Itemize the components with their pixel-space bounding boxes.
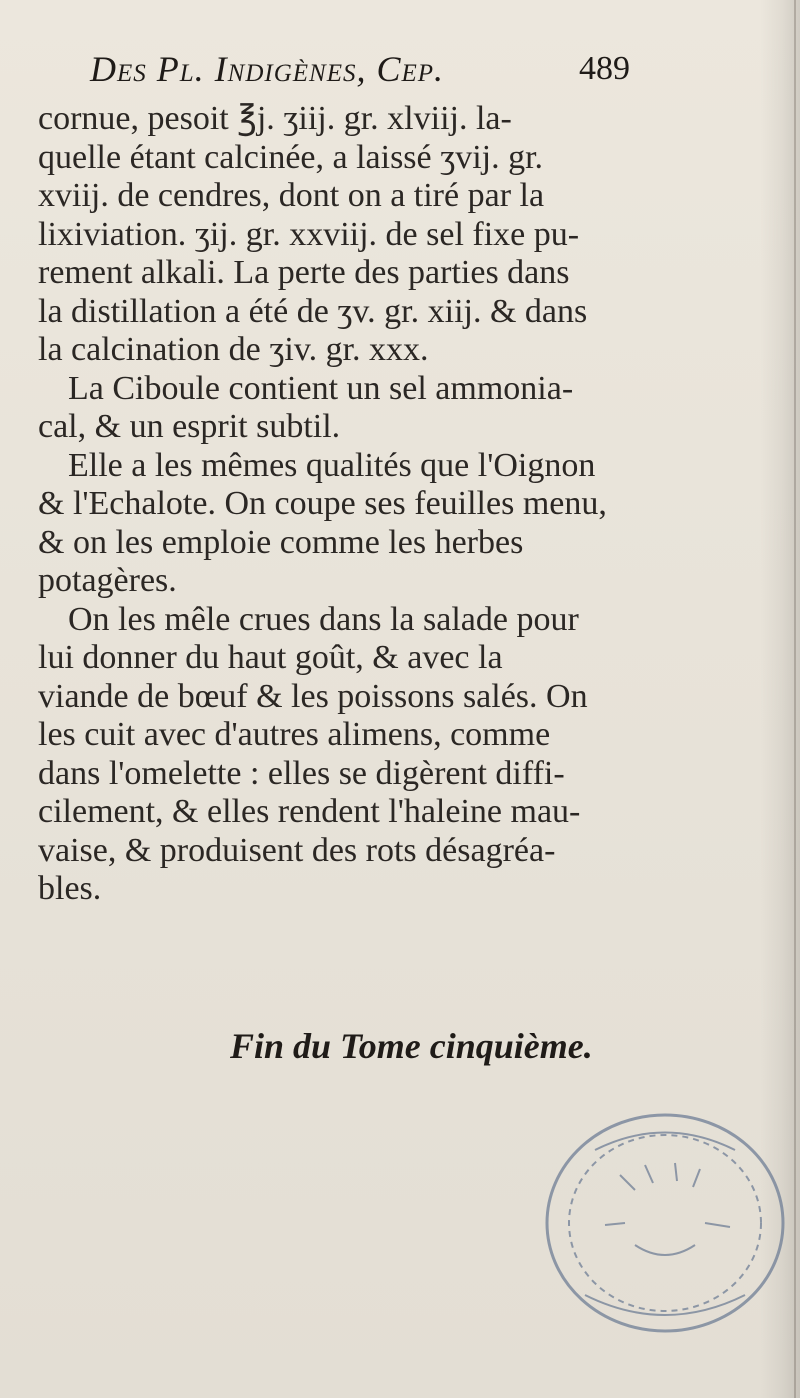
page-number: 489 [579, 50, 630, 87]
text-line: cal, & un esprit subtil. [38, 408, 341, 445]
text-line: rement alkali. La perte des parties dans [38, 254, 570, 291]
text-line: la calcination de ʒiv. gr. xxx. [38, 331, 429, 368]
text-line: Elle a les mêmes qualités que l'Oignon [68, 446, 596, 484]
text-line: & l'Echalote. On coupe ses feuilles menu, [38, 485, 607, 522]
text-line: vaise, & produisent des rots désagréa- [38, 831, 556, 869]
text-line: xviij. de cendres, dont on a tiré par la [38, 177, 545, 214]
text-line: La Ciboule contient un sel ammonia- [68, 369, 574, 407]
text-line: la distillation a été de ʒv. gr. xiij. & dans [38, 292, 588, 330]
text-line: potagères. [38, 562, 177, 599]
stamp-graphic [525, 1095, 795, 1355]
text-line: lixiviation. ʒij. gr. xxviij. de sel fixe pu- [38, 215, 580, 253]
text-line: On les mêle crues dans la salade pour [68, 600, 579, 638]
text-line: quelle étant calcinée, a laissé ʒvij. gr. [38, 138, 544, 176]
text-line: cilement, & elles rendent l'haleine mau- [38, 793, 581, 830]
end-of-volume-note: Fin du Tome cinquième. [230, 1026, 593, 1066]
text-line: viande de bœuf & les poissons salés. On [38, 677, 588, 715]
running-title: Des Pl. Indigènes, Cep. [90, 49, 445, 89]
body-text [38, 100, 638, 909]
text-line: dans l'omelette : elles se digèrent diffi- [38, 754, 565, 792]
library-stamp-icon [525, 1095, 795, 1355]
text-line: bles. [38, 870, 102, 907]
text-line: & on les emploie comme les herbes [38, 523, 524, 561]
text-line: cornue, pesoit ℥j. ʒiij. gr. xlviij. la- [38, 100, 512, 137]
text-line: les cuit avec d'autres alimens, comme [38, 716, 551, 753]
text-line: lui donner du haut goût, & avec la [38, 639, 503, 676]
running-head [90, 48, 630, 98]
